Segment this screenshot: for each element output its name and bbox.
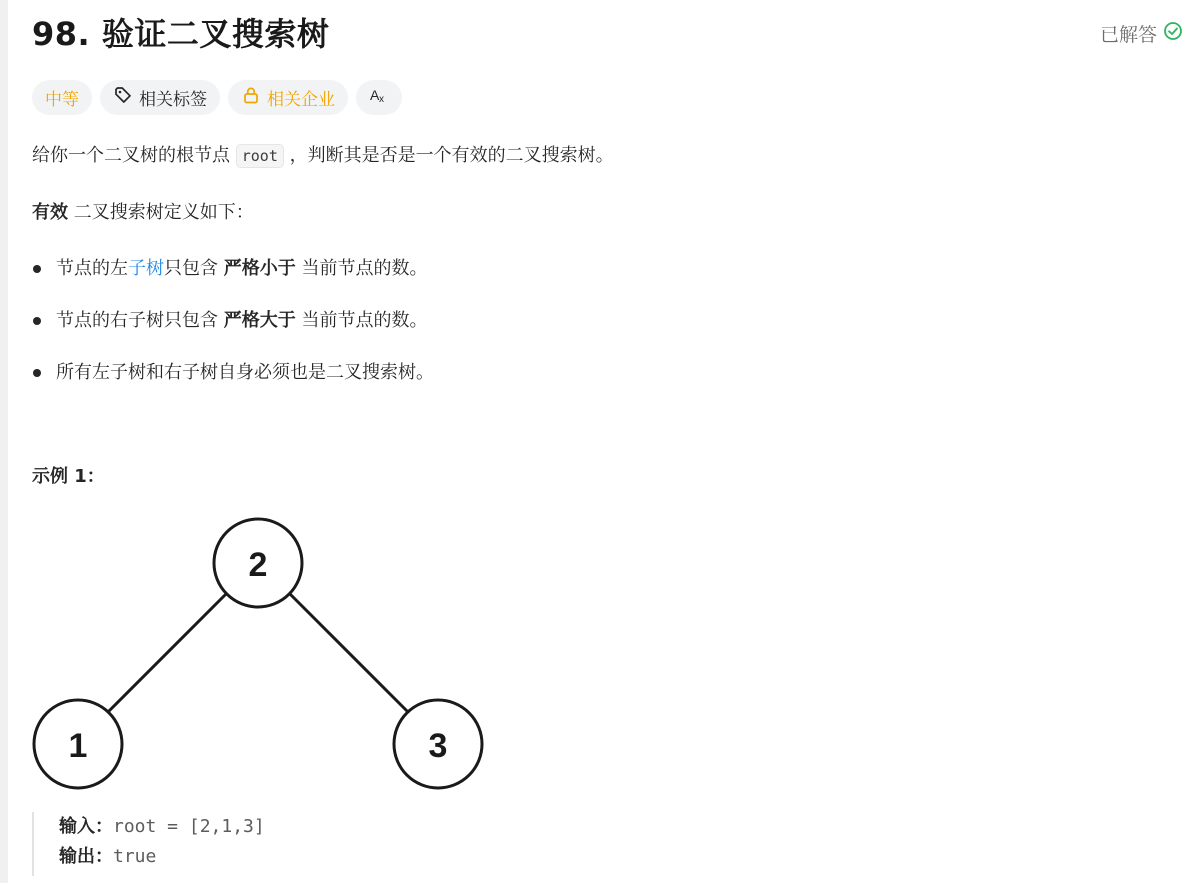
example-input-line [59,812,632,842]
description-paragraph-2 [32,197,254,229]
rule-3-text: 所有左子树和右子树自身必须也是二叉搜索树。 [56,362,434,383]
rule-2-after: 当前节点的数。 [295,310,428,331]
related-companies-label: 相关企业 [267,90,335,110]
list-item [32,305,434,337]
inline-code-root: root [236,144,284,168]
list-item [32,253,434,285]
p2-text: 二叉搜索树定义如下： [68,202,254,223]
input-label: 输入： [59,816,113,837]
tree-node-right [394,700,482,788]
list-item [32,357,434,389]
related-tags-label: 相关标签 [139,90,207,110]
tag-icon [113,85,133,110]
rule-1-after: 当前节点的数。 [295,258,428,279]
rule-1-text: 节点的左 [56,258,128,279]
lock-icon [241,85,261,110]
check-circle-icon [1163,21,1183,46]
output-label: 输出： [59,846,113,867]
tree-edge-left [108,592,228,712]
related-tags-button[interactable] [100,80,220,115]
example-tree-diagram [28,512,488,797]
svg-text:x: x [379,94,384,105]
solved-status-label: 已解答 [1099,24,1157,46]
solved-status [1100,20,1183,47]
tree-node-root-label: 2 [248,546,268,584]
svg-text:A: A [370,87,380,103]
input-value: root = [2,1,3] [113,816,265,837]
subtree-link[interactable]: 子树 [128,258,164,279]
tree-node-left-label: 1 [68,727,88,765]
translate-icon [369,85,389,110]
p2-bold-text: 有效 [32,202,68,223]
tag-row [32,80,402,115]
description-paragraph-1 [32,140,614,172]
rules-list [32,253,434,409]
example-output-line [59,842,632,872]
rule-1-bold: 严格小于 [223,258,296,279]
rule-2-bold: 严格大于 [223,310,296,331]
tree-node-left [34,700,122,788]
translate-button[interactable] [356,80,402,115]
related-companies-button[interactable] [228,80,348,115]
problem-title: 98. 验证二叉搜索树 [32,15,330,53]
example-1-io-block [32,812,632,876]
difficulty-label: 中等 [45,90,79,110]
output-value: true [113,846,157,867]
p1-text-before: 给你一个二叉树的根节点 [32,145,236,166]
tree-edge-right [288,592,408,712]
difficulty-badge[interactable] [32,80,92,115]
example-1-title: 示例 1： [32,466,105,487]
tree-node-right-label: 3 [428,727,448,765]
rule-2-text: 节点的右子树只包含 [56,310,224,331]
p1-text-after: ，判断其是否是一个有效的二叉搜索树。 [283,145,614,166]
tree-node-root [214,519,302,607]
left-edge-divider [0,0,8,883]
rule-1-mid: 只包含 [164,258,224,279]
